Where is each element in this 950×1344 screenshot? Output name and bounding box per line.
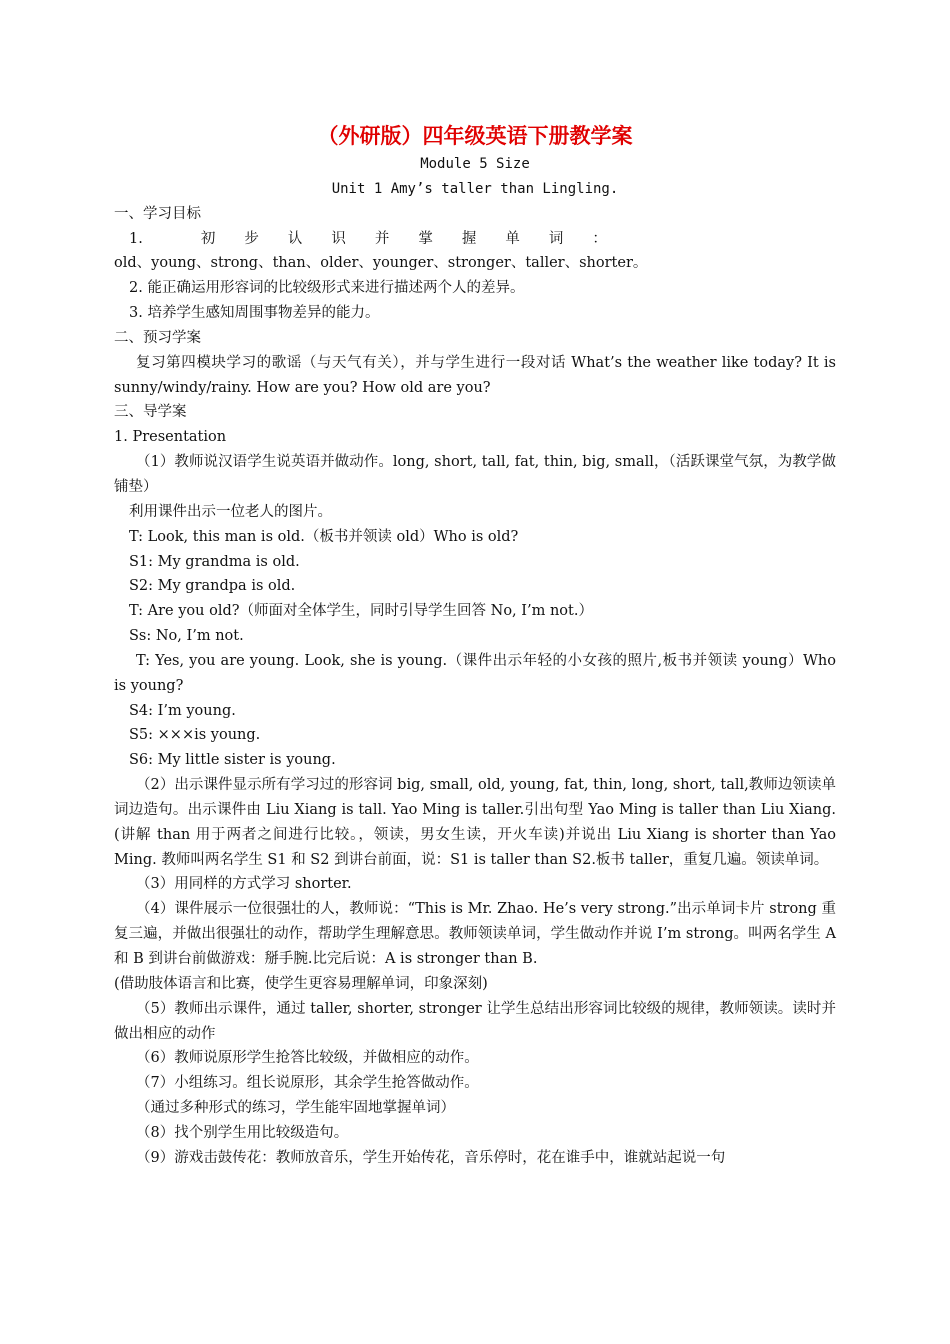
preview-paragraph: 复习第四模块学习的歌谣（与天气有关），并与学生进行一段对话 What’s the weather like today? It is sunny/windy/rainy. How are you? How old are you? [114,354,836,396]
step-7-note: （通过多种形式的练习，学生能牢固地掌握单词） [136,1100,455,1117]
step-9: （9）游戏击鼓传花：教师放音乐，学生开始传花，音乐停时，花在谁手中，谁就站起说一句 [136,1149,726,1166]
step-4-note: (借助肢体语言和比赛，使学生更容易理解单词，印象深刻) [114,975,488,992]
document-body [114,120,836,1171]
step-8: （8）找个别学生用比较级造句。 [136,1124,349,1141]
module-heading: Module 5 Size [420,156,530,172]
step-1-b: 利用课件出示一位老人的图片。 [129,503,332,520]
unit-heading: Unit 1 Amy’s taller than Lingling. [331,180,619,197]
section-heading-preview: 二、预习学案 [114,329,201,346]
goal-1-line-a: 1. 初 步 认 识 并 掌 握 单 词 ： [129,230,607,247]
section-heading-guide: 三、导学案 [114,404,187,421]
step-7: （7）小组练习。组长说原形，其余学生抢答做动作。 [136,1075,479,1092]
dialogue-line: T: Yes, you are young. Look, she is young.（课件出示年轻的小女孩的照片,板书并领读 young）Who is young? [114,652,836,694]
step-6: （6）教师说原形学生抢答比较级，并做相应的动作。 [136,1050,479,1067]
goal-2: 2. 能正确运用形容词的比较级形式来进行描述两个人的差异。 [129,280,525,297]
goal-1-line-b: old、young、strong、than、older、younger、stronger、taller、shorter。 [114,255,648,272]
step-5: （5）教师出示课件，通过 taller, shorter, stronger 让学生总结出形容词比较级的规律，教师领读。读时并做出相应的动作 [114,1000,836,1042]
goal-3: 3. 培养学生感知周围事物差异的能力。 [129,305,380,322]
step-3: （3）用同样的方式学习 shorter. [136,876,352,893]
step-1: （1）教师说汉语学生说英语并做动作。long, short, tall, fat, thin, big, small，（活跃课堂气氛，为教学做铺垫） [114,454,836,495]
dialogue-line: T: Are you old?（师面对全体学生，同时引导学生回答 No, I’m not.） [129,603,593,620]
page-title: （外研版）四年级英语下册教学案 [317,123,633,148]
step-4: （4）课件展示一位很强壮的人，教师说：“This is Mr. Zhao. He’s very strong.”出示单词卡片 strong 重复三遍，并做出很强壮的动作，帮助学生理解意思。教师领读单词，学生做动作并说 I’m strong。叫两名学生 A 和 B 到讲台前做游戏：掰手腕.比完后说：A is stronger than B. [114,901,836,967]
dialogue-line: Ss: No, I’m not. [129,628,244,645]
dialogue-line: S6: My little sister is young. [129,752,336,769]
dialogue-line: T: Look, this man is old.（板书并领读 old）Who is old? [129,528,519,545]
dialogue-line: S4: I’m young. [129,702,236,719]
section-heading-goals: 一、学习目标 [114,205,201,222]
dialogue-line: S5: ×××is young. [129,727,261,744]
dialogue-line: S2: My grandpa is old. [129,578,296,595]
step-2: （2）出示课件显示所有学习过的形容词 big, small, old, young, fat, thin, long, short, tall,教师边领读单词边造句。出示课件由 Liu Xiang is tall. Yao Ming is taller.引出句型 Yao Ming is taller than Liu Xiang.(讲解 than 用于两者之间进行比较。，领读，男女生读，开火车读)并说出 Liu Xiang is shorter than Yao Ming. 教师叫两名学生 S1 和 S2 到讲台前面，说：S1 is taller than S2.板书 taller，重复几遍。领读单词。 [114,777,836,868]
presentation-heading: 1. Presentation [114,429,227,446]
dialogue-line: S1: My grandma is old. [129,553,300,570]
